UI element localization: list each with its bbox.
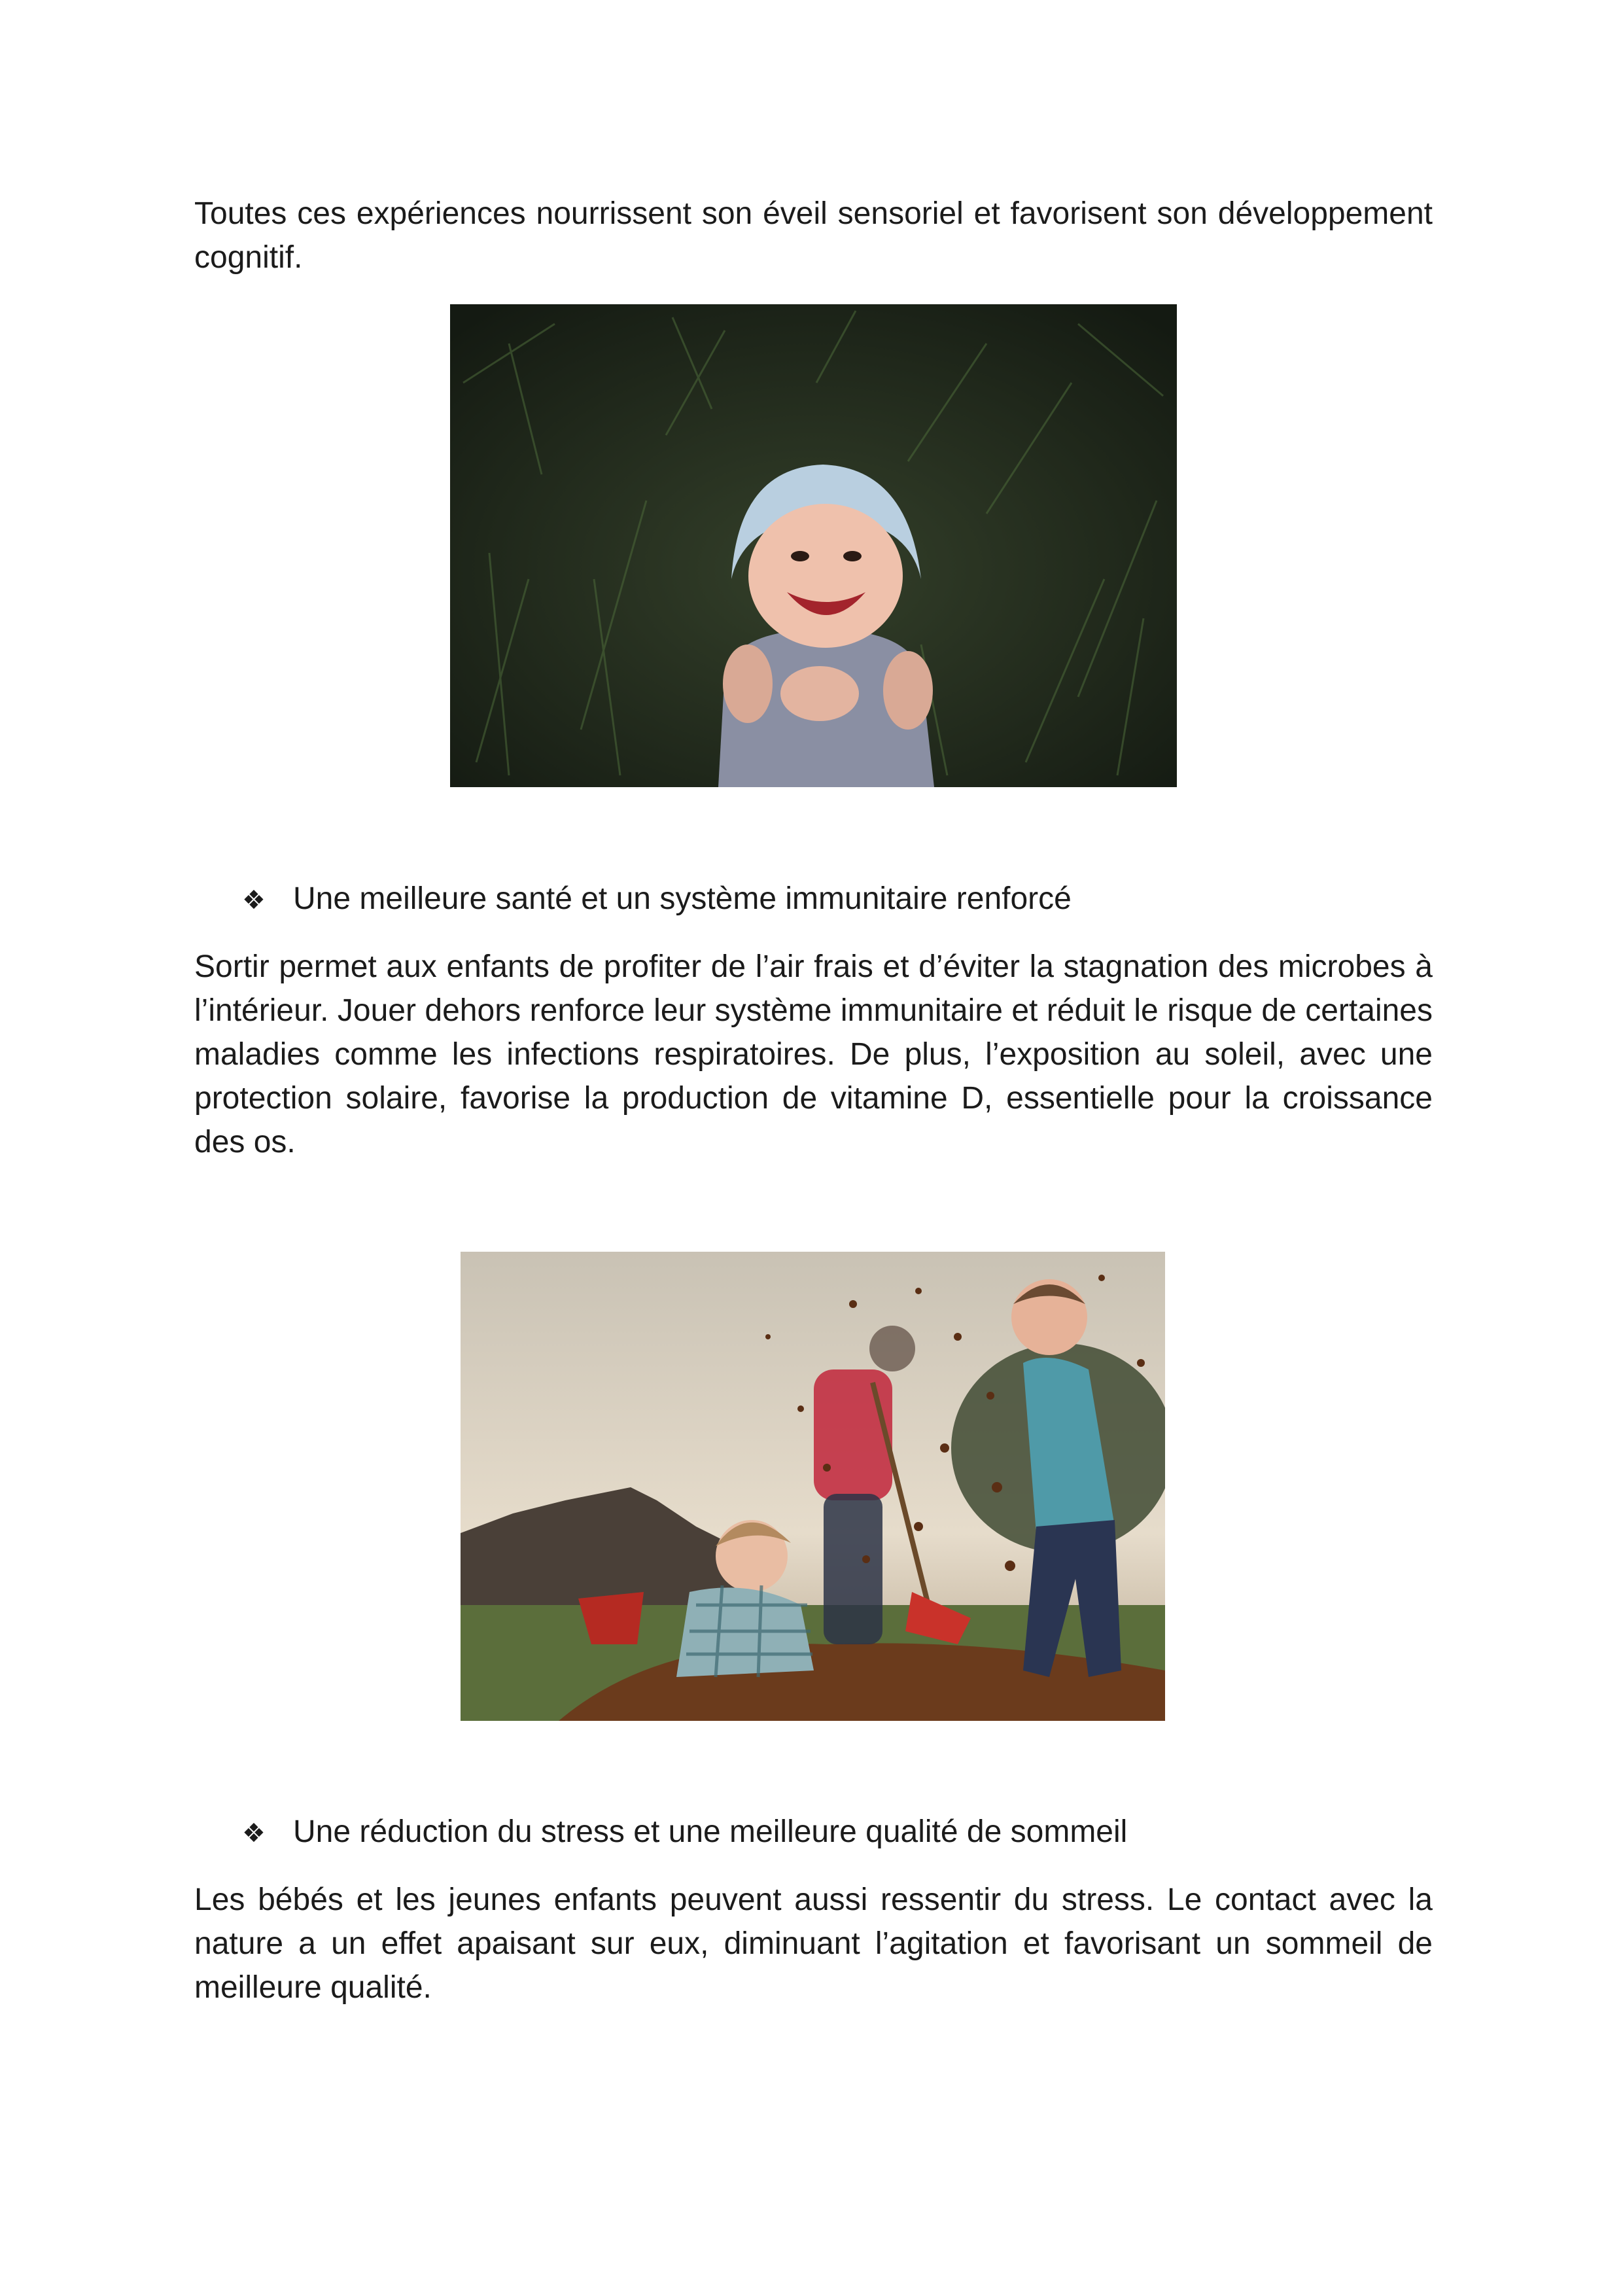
bullet-health-text: Une meilleure santé et un système immunitaire renforcé xyxy=(293,881,1072,916)
baby-photo-illustration xyxy=(450,304,1177,787)
paragraph-stress: Les bébés et les jeunes enfants peuvent aussi ressentir du stress. Le contact avec la nature a un effet apaisant sur eux, diminuant l’agitation et favorisant un sommeil de meilleure qualité. xyxy=(194,1882,1433,2005)
children-photo-illustration xyxy=(461,1252,1165,1721)
baby-on-grass-photo xyxy=(450,304,1177,787)
diamond-bullet-icon: ❖ xyxy=(242,885,266,915)
children-leaves-photo xyxy=(461,1252,1165,1721)
diamond-bullet-icon: ❖ xyxy=(242,1818,266,1848)
paragraph-sensory: Toutes ces expériences nourrissent son éveil sensoriel et favorisent son développement cognitif. xyxy=(194,196,1433,275)
paragraph-health: Sortir permet aux enfants de profiter de l’air frais et d’éviter la stagnation des microbes à l’intérieur. Jouer dehors renforce leur système immunitaire et réduit le risque de certaines maladies comme les infections respiratoires. De plus, l’exposition au soleil, avec une protection solaire, favorise la production de vitamine D, essentielle pour la croissance des os. xyxy=(194,949,1433,1159)
bullet-health xyxy=(242,879,1420,920)
bullet-stress xyxy=(242,1812,1420,1853)
bullet-stress-text: Une réduction du stress et une meilleure qualité de sommeil xyxy=(293,1814,1128,1849)
